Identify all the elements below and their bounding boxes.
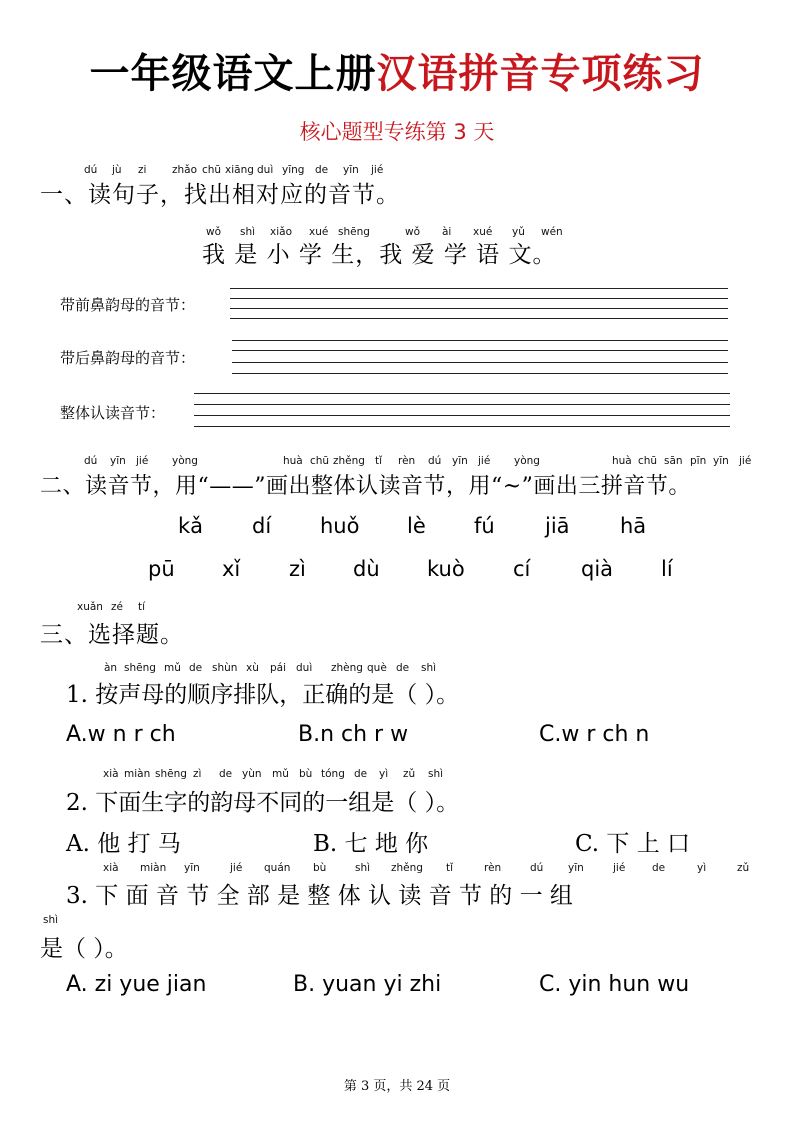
pinyin: wén [541,226,563,238]
answer-line [194,426,730,427]
pinyin: xiǎo [270,226,292,238]
pinyin: rèn [398,455,416,467]
pinyin: xù [246,662,259,674]
pinyin: ài [442,226,452,238]
syllable: zì [289,557,306,581]
pinyin: zé [111,601,123,613]
pinyin: jù [112,164,122,176]
page-footer: 第 3 页，共 24 页 [343,1079,451,1094]
syllable: pū [148,557,175,581]
syllable: lè [407,514,426,538]
question-2: 2. 下面生字的韵母不同的一组是（ ）。 [66,790,460,816]
pinyin: zhěng [391,862,423,874]
answer-line [232,362,728,363]
pinyin: zǔ [403,768,416,780]
title-black: 一年级语文上册 [89,51,377,97]
pinyin: xué [309,226,329,238]
pinyin: tǐ [375,455,383,467]
pinyin: de [189,662,203,674]
pinyin: xià [103,768,119,780]
pinyin: yì [697,862,707,874]
answer-line [232,350,728,351]
pinyin: shì [240,226,256,238]
pinyin: pái [270,662,287,674]
answer-line [230,288,728,289]
pinyin: de [354,768,368,780]
pinyin: xià [103,862,119,874]
answer-line [194,404,730,405]
pinyin: dú [530,862,544,874]
pinyin: yīng [282,164,305,176]
pinyin: yīn [568,862,584,874]
answer-option: A. zi yue jian [66,972,207,997]
answer-line [232,340,728,341]
pinyin: yùn [242,768,262,780]
answer-option: C. 下 上 口 [575,831,691,857]
pinyin: de [315,164,329,176]
answer-option: B. yuan yi zhi [293,972,442,997]
pinyin: shì [428,768,444,780]
section3-heading: 三、选择题。 [40,622,184,648]
pinyin: mǔ [272,768,289,780]
pinyin: xiāng [225,164,254,176]
pinyin: tóng [321,768,345,780]
field-label-front-nasal: 带前鼻韵母的音节： [60,296,196,314]
answer-option: A. 他 打 马 [66,831,181,857]
pinyin: jié [739,455,752,467]
question-3-continued: 是（ ）。 [40,936,128,962]
field-label-whole-syllable: 整体认读音节： [60,404,166,422]
pinyin: duì [296,662,313,674]
pinyin: zì [193,768,202,780]
pinyin: dú [84,164,98,176]
section1-heading: 一、读句子，找出相对应的音节。 [40,182,400,208]
pinyin: shēng [155,768,187,780]
pinyin: miàn [140,862,167,874]
page-title [0,42,794,99]
answer-option: C. yin hun wu [539,972,690,997]
pinyin: bù [313,862,327,874]
pinyin: què [367,662,387,674]
pinyin: zi [138,164,147,176]
pinyin: jié [478,455,491,467]
syllable: xǐ [222,557,241,581]
pinyin: wǒ [206,226,222,238]
title-red: 汉语拼音专项练习 [376,51,705,97]
answer-line [194,415,730,416]
pinyin: yǔ [512,226,525,238]
pinyin: yīn [110,455,126,467]
pinyin: jié [230,862,243,874]
syllable: cí [513,557,531,581]
pinyin: yīn [343,164,359,176]
pinyin: dú [84,455,98,467]
section2-heading: 二、读音节，用“——”画出整体认读音节，用“~”画出三拼音节。 [40,474,691,499]
pinyin: shì [421,662,437,674]
pinyin: yòng [514,455,540,467]
answer-line [230,308,728,309]
pinyin: yīn [452,455,468,467]
answer-option: B. 七 地 你 [313,831,429,857]
pinyin: chū [202,164,222,176]
pinyin: shì [43,914,59,926]
pinyin: duì [257,164,274,176]
pinyin: yòng [172,455,198,467]
question-3: 3. 下 面 音 节 全 部 是 整 体 认 读 音 节 的 一 组 [66,883,573,909]
pinyin: mǔ [164,662,181,674]
pinyin: tǐ [446,862,454,874]
pinyin: yīn [713,455,729,467]
pinyin: de [652,862,666,874]
pinyin: huà [283,455,303,467]
syllable: dí [252,514,272,538]
pinyin: zǔ [737,862,750,874]
pinyin: yīn [184,862,200,874]
pinyin: zhěng [333,455,365,467]
answer-option: A.w n r ch [66,722,176,747]
pinyin: shēng [124,662,156,674]
pinyin: jié [136,455,149,467]
pinyin: rèn [484,862,502,874]
syllable: dù [353,557,380,581]
pinyin: yì [379,768,389,780]
syllable: kuò [427,557,465,581]
pinyin: wǒ [405,226,421,238]
syllable: kǎ [178,514,204,538]
syllable: huǒ [320,514,360,538]
answer-line [230,298,728,299]
pinyin: de [396,662,410,674]
pinyin: sān [664,455,683,467]
pinyin: shēng [338,226,370,238]
pinyin: jié [613,862,626,874]
answer-option: C.w r ch n [539,722,650,747]
question-1: 1. 按声母的顺序排队，正确的是（ ）。 [66,682,460,708]
pinyin: huà [612,455,632,467]
answer-line [230,318,728,319]
pinyin: pīn [690,455,707,467]
pinyin: quán [264,862,291,874]
answer-line [232,373,728,374]
field-label-back-nasal: 带后鼻韵母的音节： [60,349,196,367]
pinyin: zhèng [331,662,363,674]
syllable: hā [620,514,647,538]
pinyin: xué [473,226,493,238]
pinyin: shùn [212,662,238,674]
pinyin: bù [299,768,313,780]
syllable: jiā [545,514,570,538]
pinyin: shì [355,862,371,874]
pinyin: miàn [124,768,151,780]
pinyin: zhǎo [172,164,198,176]
pinyin: dú [428,455,442,467]
answer-line [194,393,730,394]
sentence: 我 是 小 学 生，我 爱 学 语 文。 [202,242,557,268]
syllable: fú [474,514,495,538]
pinyin: de [219,768,233,780]
syllable: qià [581,557,614,581]
pinyin: àn [104,662,118,674]
pinyin: xuǎn [77,601,103,613]
pinyin: chū [638,455,658,467]
pinyin: tí [138,601,146,613]
pinyin: jié [371,164,384,176]
page-subtitle: 核心题型专练第 3 天 [299,120,495,144]
pinyin: chū [310,455,330,467]
answer-option: B.n ch r w [298,722,409,747]
syllable: lí [661,557,673,581]
